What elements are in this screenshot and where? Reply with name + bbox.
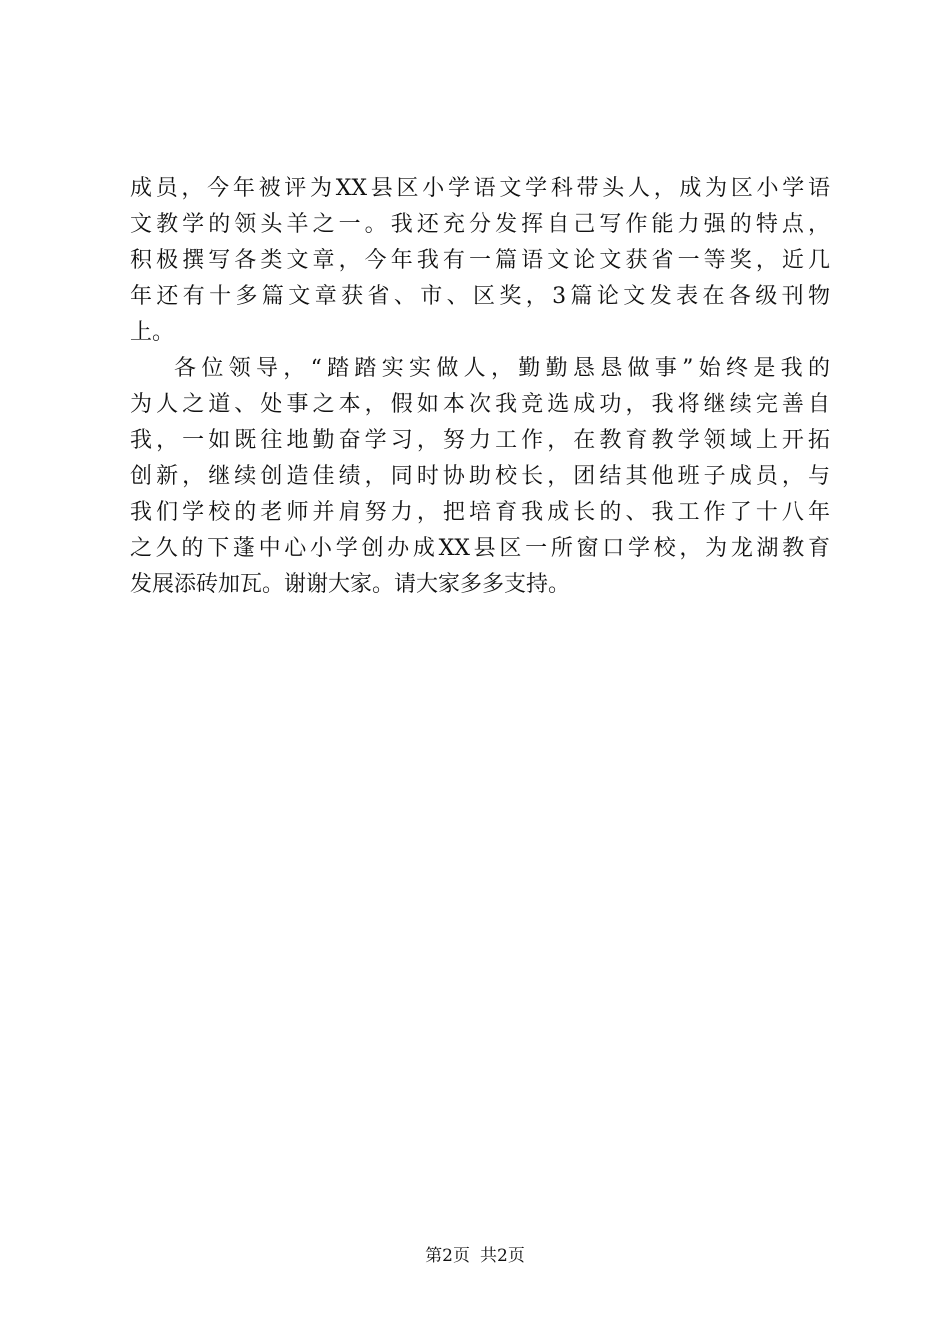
paragraph-1 [130,171,830,351]
text-line: 成员，今年被评为XX县区小学语文学科带头人，成为区小学语 [130,176,830,201]
text-line: 上。 [130,320,175,345]
text-line: 我们学校的老师并肩努力，把培育我成长的、我工作了十八年 [130,500,830,525]
text-line: 各位领导，“踏踏实实做人，勤勤恳恳做事”始终是我的 [174,356,830,381]
text-line: 我，一如既往地勤奋学习，努力工作，在教育教学领域上开拓 [130,428,830,453]
page-footer [0,1244,950,1268]
text-line: 文教学的领头羊之一。我还充分发挥自己写作能力强的特点， [130,212,830,237]
text-line: 发展添砖加瓦。谢谢大家。请大家多多支持。 [130,572,571,597]
text-line: 创新，继续创造佳绩，同时协助校长，团结其他班子成员，与 [130,464,830,489]
text-line: 为人之道、处事之本，假如本次我竞选成功，我将继续完善自 [130,392,830,417]
paragraph-2 [130,351,830,603]
text-line: 积极撰写各类文章，今年我有一篇语文论文获省一等奖，近几 [130,248,830,273]
text-line: 之久的下蓬中心小学创办成XX县区一所窗口学校，为龙湖教育 [130,536,830,561]
page-number: 第2页 [425,1246,470,1266]
page-total: 共2页 [480,1246,525,1266]
body-text [130,171,830,603]
text-line: 年还有十多篇文章获省、市、区奖，3篇论文发表在各级刊物 [130,284,830,309]
